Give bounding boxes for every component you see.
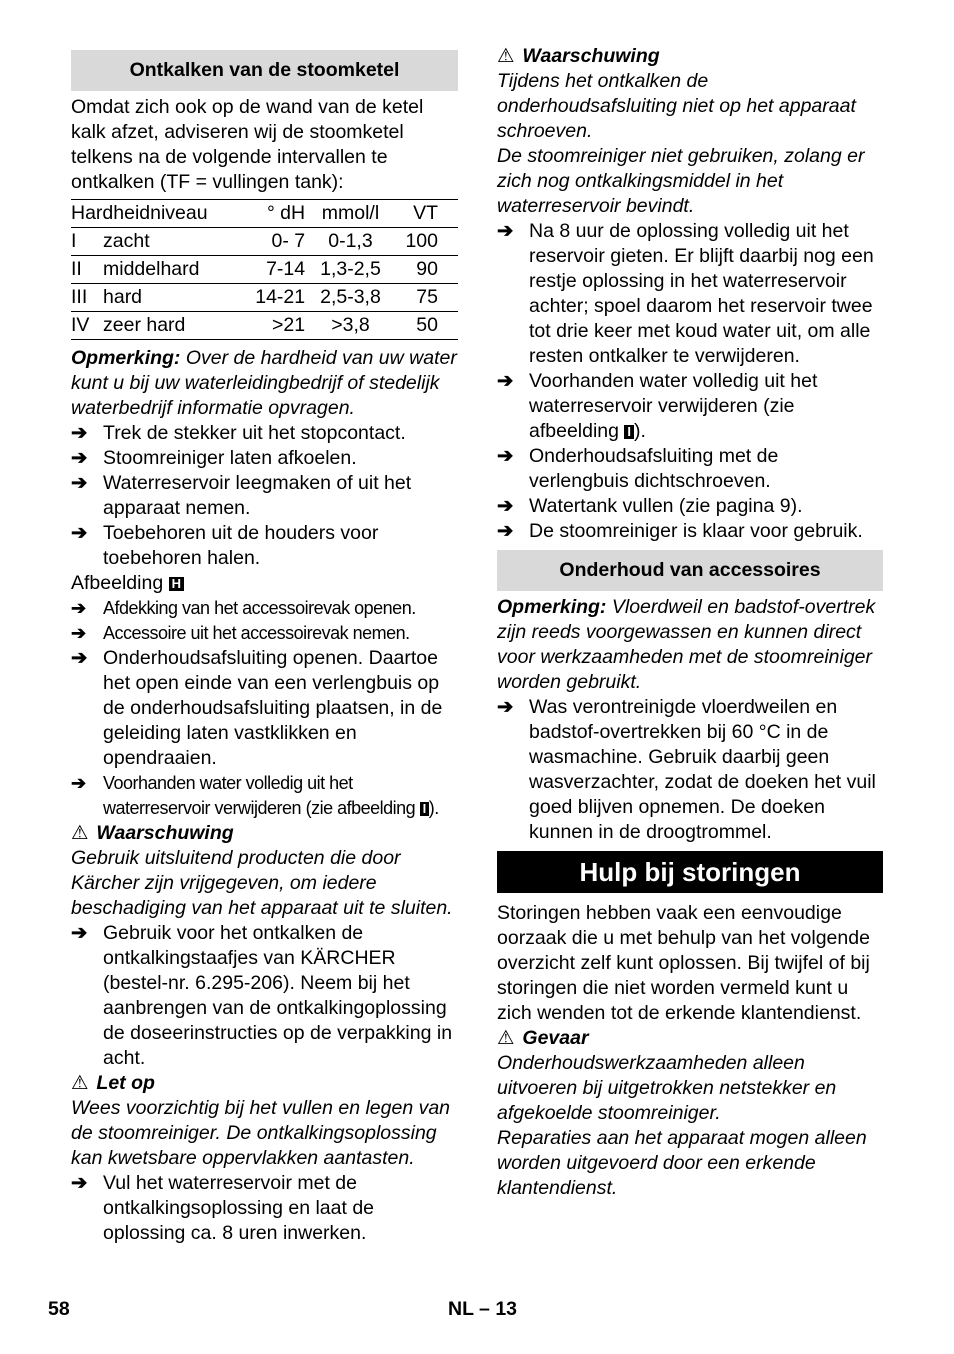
arrow-right-icon: ➔ [71,472,88,494]
table-cell: hard [103,284,239,312]
arrow-right-icon: ➔ [71,522,88,544]
accessories-note [497,595,883,695]
left-column [71,50,458,1246]
list-item [71,1171,458,1246]
step-text: Voorhanden water volledig uit het waterreservoir verwijderen (zie afbeelding [103,773,416,818]
table-cell: II [71,256,103,284]
step-text: Trek de stekker uit het stopcontact. [103,422,406,444]
step-text: Stoomreiniger laten afkoelen. [103,447,357,469]
arrow-right-icon: ➔ [497,370,514,392]
warning-triangle-icon: ⚠ [71,822,89,844]
step-text: Onderhoudsafsluiting met de verlengbuis dichtschroeven. [529,445,779,492]
arrow-right-icon: ➔ [71,422,88,444]
hardness-note [71,346,458,421]
arrow-right-icon: ➔ [497,520,514,542]
warning-title: Waarschuwing [522,45,660,67]
step-text: Voorhanden water volledig uit het waterreservoir verwijderen (zie afbeelding [529,370,818,442]
troubleshooting-intro: Storingen hebben vaak een eenvoudige oorzaak die u met behulp van het volgende overzicht zelf kunt oplossen. Bij twijfel of bij storingen die niet worden vermeld kunt u zich wenden tot de erkende klantendienst. [497,902,870,1024]
list-item [71,921,458,1071]
caution-title: Let op [96,1072,155,1094]
warning-text: Tijdens het ontkalken de onderhoudsafsluiting niet op het apparaat schroeven. [497,70,856,142]
step-text: Was verontreinigde vloerdweilen en badstof-overtrekken bij 60 °C in de wasmachine. Gebruik daarbij geen wasverzachter, zodat de doeken het vuil goed blijven opnemen. De doeken kunnen in de droogtrommel. [529,696,876,843]
table-header: ° dH [239,200,311,228]
warning-triangle-icon: ⚠ [71,1072,89,1094]
table-cell: >3,8 [311,312,390,340]
section-heading-accessories: Onderhoud van accessoires [497,550,883,591]
figure-ref-badge: I [624,425,634,439]
step-text: Afdekking van het accessoirevak openen. [103,598,416,618]
note-label: Opmerking: [497,596,607,618]
table-header-row [71,200,458,228]
list-item [71,421,458,446]
step-text: Waterreservoir leegmaken of uit het apparaat nemen. [103,472,412,519]
table-row [71,284,458,312]
page-number: 58 [48,1298,70,1320]
arrow-right-icon: ➔ [71,447,88,469]
arrow-right-icon: ➔ [497,696,514,718]
table-row [71,312,458,340]
arrow-right-icon: ➔ [71,1172,88,1194]
arrow-right-icon: ➔ [71,598,86,618]
warning-title: Waarschuwing [96,822,234,844]
descaling-intro: Omdat zich ook op de wand van de ketel kalk afzet, adviseren wij de stoomketel telkens na de volgende intervallen te ontkalken (TF = vullingen tank): [71,96,424,193]
table-cell: 0-1,3 [311,228,390,256]
step-text: Na 8 uur de oplossing volledig uit het reservoir gieten. Er blijft daarbij nog een restje oplossing in het waterreservoir achter; spoel daarom het reservoir twee tot drie keer met koud water uit, om alle resten ontkalker te verwijderen. [529,220,874,367]
table-cell: 75 [390,284,458,312]
list-item [497,444,883,494]
warning-heading [71,821,458,846]
note-label: Opmerking: [71,347,181,369]
arrow-right-icon: ➔ [497,445,514,467]
table-cell: 2,5-3,8 [311,284,390,312]
arrow-right-icon: ➔ [71,623,86,643]
list-item [71,471,458,521]
figure-label: Afbeelding [71,572,164,594]
table-cell: 90 [390,256,458,284]
list-item [497,219,883,369]
warning-text: De stoomreiniger niet gebruiken, zolang er zich nog ontkalkingsmiddel in het waterreservoir bevindt. [497,145,865,217]
warning-text: Gebruik uitsluitend producten die door Kärcher zijn vrijgegeven, om iedere beschadiging van het apparaat uit te sluiten. [71,847,453,919]
table-cell: >21 [239,312,311,340]
section-heading-troubleshooting: Hulp bij storingen [497,851,883,893]
arrow-right-icon: ➔ [497,220,514,242]
danger-text: Reparaties aan het apparaat mogen alleen worden uitgevoerd door een erkende klantendienst. [497,1127,867,1199]
table-cell: 14-21 [239,284,311,312]
table-cell: 0- 7 [239,228,311,256]
table-header: VT [390,200,458,228]
table-cell: 7-14 [239,256,311,284]
warning-heading [497,44,883,69]
table-header: mmol/l [311,200,390,228]
list-item [497,519,883,544]
step-text: Accessoire uit het accessoirevak nemen. [103,623,410,643]
arrow-right-icon: ➔ [497,495,514,517]
warning-triangle-icon: ⚠ [497,1027,515,1049]
list-item [497,695,883,845]
table-cell: I [71,228,103,256]
table-row [71,256,458,284]
step-text-close: ). [634,420,646,442]
figure-ref-badge: I [420,802,429,816]
danger-heading [497,1026,883,1051]
list-item [497,369,883,444]
arrow-right-icon: ➔ [71,922,88,944]
list-item [71,771,458,821]
table-cell: III [71,284,103,312]
table-cell: zacht [103,228,239,256]
figure-ref-badge: H [169,577,184,591]
table-row [71,228,458,256]
step-text: Gebruik voor het ontkalken de ontkalkingstaafjes van KÄRCHER (bestel-nr. 6.295-206). Neem bij het aanbrengen van de ontkalkingoplossing de doseerinstructies op de verpakking in acht. [103,922,453,1069]
danger-text: Onderhoudswerkzaamheden alleen uitvoeren bij uitgetrokken netstekker en afgekoelde stoomreiniger. [497,1052,837,1124]
table-header: Hardheidniveau [71,200,239,228]
step-text: Watertank vullen (zie pagina 9). [529,495,803,517]
warning-triangle-icon: ⚠ [497,45,515,67]
table-cell: 100 [390,228,458,256]
danger-title: Gevaar [522,1027,589,1049]
step-text: Toebehoren uit de houders voor toebehoren halen. [103,522,379,569]
step-text: Onderhoudsafsluiting openen. Daartoe het open einde van een verlengbuis op de onderhoudsafsluiting plaatsen, in de geleiding laten vastklikken en opendraaien. [103,647,443,769]
step-text: De stoomreiniger is klaar voor gebruik. [529,520,863,542]
caution-heading [71,1071,458,1096]
table-cell: IV [71,312,103,340]
arrow-right-icon: ➔ [71,647,88,669]
step-text-close: ). [428,798,439,818]
list-item [71,521,458,571]
list-item [497,494,883,519]
list-item [71,446,458,471]
arrow-right-icon: ➔ [71,773,86,793]
water-hardness-table [71,199,458,340]
table-cell: 50 [390,312,458,340]
caution-text: Wees voorzichtig bij het vullen en legen van de stoomreiniger. De ontkalkingsoplossing kan kwetsbare oppervlakken aantasten. [71,1097,451,1169]
right-column [497,44,883,1201]
section-heading-descaling: Ontkalken van de stoomketel [71,50,458,91]
table-cell: middelhard [103,256,239,284]
step-text: Vul het waterreservoir met de ontkalkingsoplossing en laat de oplossing ca. 8 uren inwerken. [103,1172,375,1244]
language-page-label: NL – 13 [448,1298,518,1320]
table-cell: zeer hard [103,312,239,340]
list-item [71,596,458,621]
note-text: Over de hardheid van uw water kunt u bij uw waterleidingbedrijf of stedelijk waterbedrijf informatie opvragen. [71,347,457,419]
note-text: Vloerdweil en badstof-overtrek zijn reeds voorgewassen en kunnen direct voor werkzaamheden met de stoomreiniger worden gebruikt. [497,596,876,693]
table-cell: 1,3-2,5 [311,256,390,284]
figure-reference [71,571,458,596]
list-item [71,621,458,646]
list-item [71,646,458,771]
